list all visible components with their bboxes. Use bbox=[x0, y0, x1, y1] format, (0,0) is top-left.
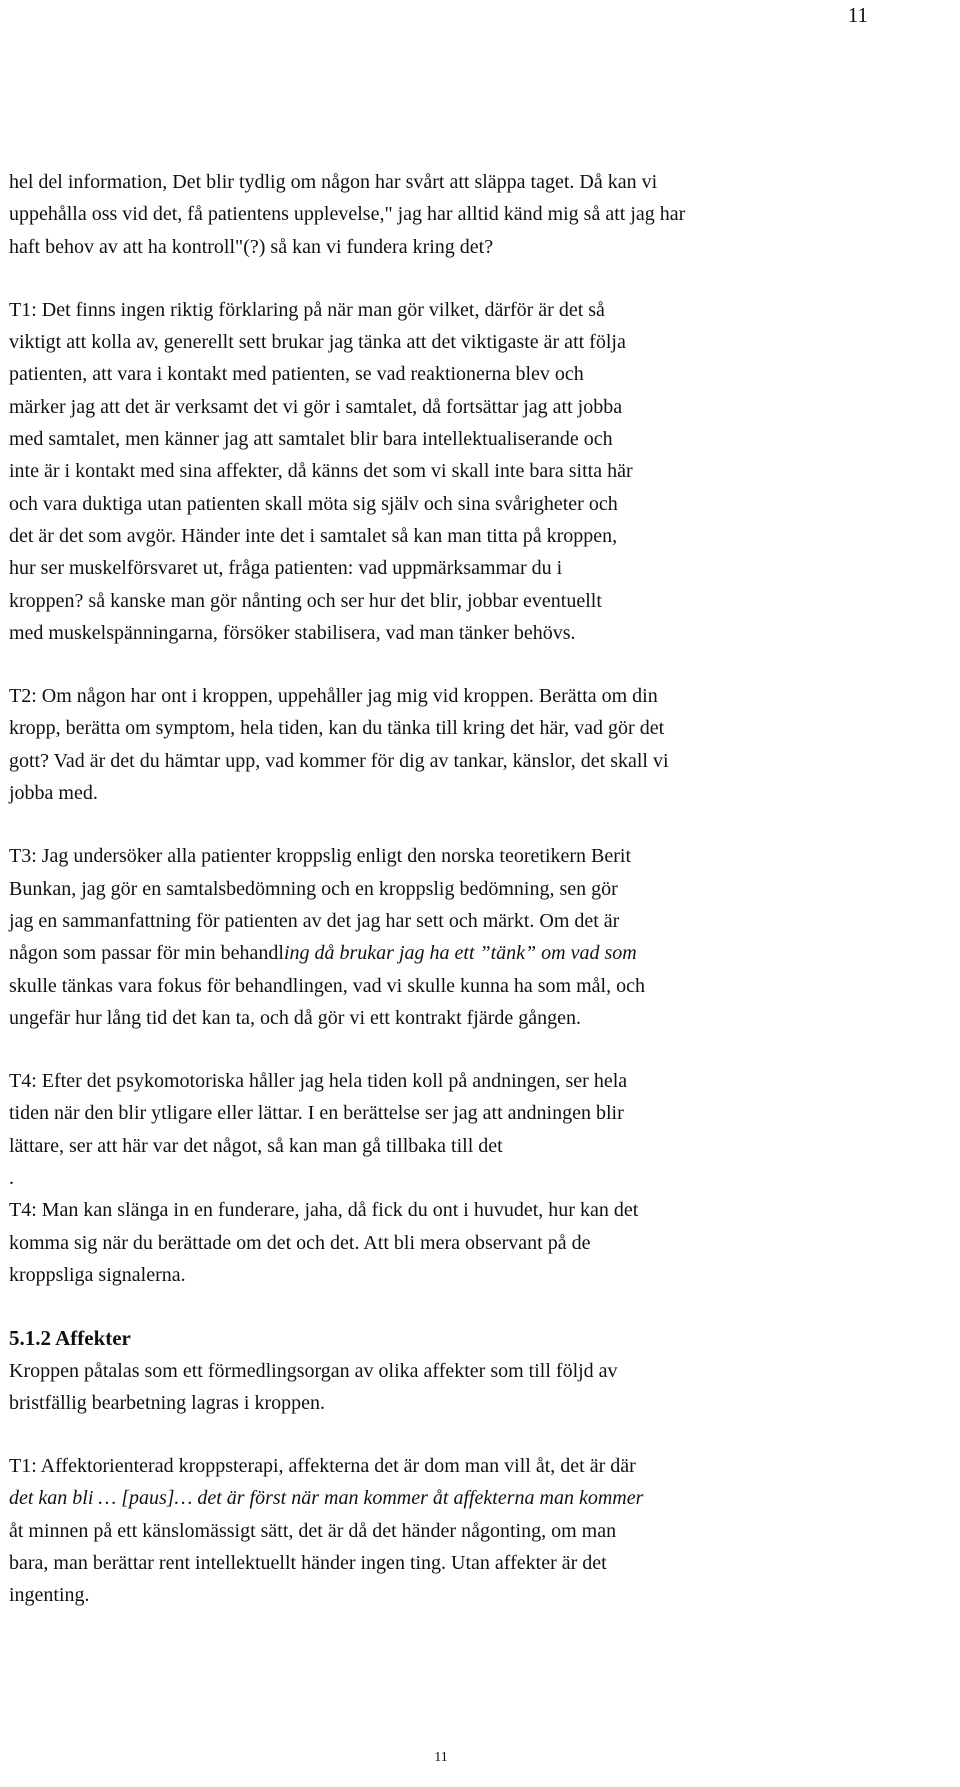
text-line: det är det som avgör. Händer inte det i samtalet så kan man titta på kroppen, bbox=[9, 524, 618, 547]
text-line-mixed bbox=[9, 937, 889, 969]
text-line: tiden när den blir ytligare eller lättar. I en berättelse ser jag att andningen blir bbox=[9, 1102, 624, 1125]
text-line: T4: Efter det psykomotoriska håller jag hela tiden koll på andningen, ser hela bbox=[9, 1070, 628, 1093]
italic-text-line: det kan bli … [paus]… det är först när man kommer åt affekterna man kommer bbox=[9, 1487, 644, 1510]
text-line: bara, man berättar rent intellektuellt händer ingen ting. Utan affekter är det bbox=[9, 1551, 607, 1574]
text-line: bristfällig bearbetning lagras i kroppen. bbox=[9, 1391, 326, 1414]
text-line: ungefär hur lång tid det kan ta, och då gör vi ett kontrakt fjärde gången. bbox=[9, 1006, 582, 1029]
text-line: lättare, ser att här var det något, så kan man gå tillbaka till det bbox=[9, 1134, 503, 1157]
text-line: jobba med. bbox=[9, 782, 98, 805]
text-line: T1: Det finns ingen riktig förklaring på när man gör vilket, därför är det så bbox=[9, 298, 605, 321]
text-line: kroppen? så kanske man gör nånting och ser hur det blir, jobbar eventuellt bbox=[9, 589, 602, 612]
text-line: skulle tänkas vara fokus för behandlingen, vad vi skulle kunna ha som mål, och bbox=[9, 974, 645, 997]
paragraph-t3 bbox=[9, 840, 889, 1034]
text-line: med muskelspänningarna, försöker stabilisera, vad man tänker behövs. bbox=[9, 621, 576, 644]
text-line: hel del information, Det blir tydlig om någon har svårt att släppa taget. Då kan vi bbox=[9, 171, 658, 193]
text-line: kropp, berätta om symptom, hela tiden, kan du tänka till kring det här, vad gör det bbox=[9, 717, 665, 740]
text-line: ingenting. bbox=[9, 1584, 90, 1607]
text-line: inte är i kontakt med sina affekter, då känns det som vi skall inte bara sitta här bbox=[9, 460, 633, 483]
text-line: viktigt att kolla av, generellt sett brukar jag tänka att det viktigaste är att följa bbox=[9, 331, 626, 354]
text-line: med samtalet, men känner jag att samtalet blir bara intellektualiserande och bbox=[9, 428, 613, 451]
paragraph-t1 bbox=[9, 294, 889, 649]
text-line: Kroppen påtalas som ett förmedlingsorgan av olika affekter som till följd av bbox=[9, 1359, 618, 1382]
text-line: T4: Man kan slänga in en funderare, jaha, då fick du ont i huvudet, hur kan det bbox=[9, 1199, 639, 1222]
paragraph-intro bbox=[9, 166, 889, 263]
text-line: åt minnen på ett känslomässigt sätt, det är då det händer någonting, om man bbox=[9, 1519, 617, 1542]
paragraph-t1-affekter bbox=[9, 1450, 889, 1611]
plain-text: någon som passar för min behandl bbox=[9, 942, 284, 965]
text-line: jag en sammanfattning för patienten av det jag har sett och märkt. Om det är bbox=[9, 909, 620, 932]
text-line: haft behov av att ha kontroll"(?) så kan vi fundera kring det? bbox=[9, 235, 494, 258]
text-line: T2: Om någon har ont i kroppen, uppehåller jag mig vid kroppen. Berätta om din bbox=[9, 685, 658, 708]
section-heading: 5.1.2 Affekter bbox=[9, 1326, 131, 1351]
paragraph-t4-b bbox=[9, 1194, 889, 1291]
text-line: gott? Vad är det du hämtar upp, vad kommer för dig av tankar, känslor, det skall vi bbox=[9, 749, 669, 772]
page-number-top: 11 bbox=[847, 3, 868, 27]
paragraph-section-intro bbox=[9, 1355, 889, 1420]
text-line: T3: Jag undersöker alla patienter kroppslig enligt den norska teoretikern Berit bbox=[9, 845, 632, 868]
text-line: uppehålla oss vid det, få patientens upplevelse," jag har alltid känd mig så att jag har bbox=[9, 203, 686, 226]
text-line: patienten, att vara i kontakt med patienten, se vad reaktionerna blev och bbox=[9, 363, 584, 386]
text-line: . bbox=[9, 1167, 14, 1190]
document-body bbox=[9, 166, 889, 1612]
text-line: och vara duktiga utan patienten skall möta sig själv och sina svårigheter och bbox=[9, 492, 618, 515]
paragraph-t4-a bbox=[9, 1065, 889, 1194]
italic-text: ing då brukar jag ha ett ”tänk” om vad som bbox=[283, 942, 637, 965]
text-line: Bunkan, jag gör en samtalsbedömning och en kroppslig bedömning, sen gör bbox=[9, 877, 618, 900]
text-line: hur ser muskelförsvaret ut, fråga patienten: vad uppmärksammar du i bbox=[9, 557, 563, 580]
text-line: komma sig när du berättade om det och det. Att bli mera observant på de bbox=[9, 1231, 591, 1254]
text-line: märker jag att det är verksamt det vi gör i samtalet, då fortsättar jag att jobba bbox=[9, 395, 623, 418]
page-number-bottom: 11 bbox=[434, 1750, 448, 1765]
paragraph-t2 bbox=[9, 680, 889, 809]
text-line: kroppsliga signalerna. bbox=[9, 1263, 186, 1286]
text-line: T1: Affektorienterad kroppsterapi, affekterna det är dom man vill åt, det är där bbox=[9, 1455, 636, 1478]
